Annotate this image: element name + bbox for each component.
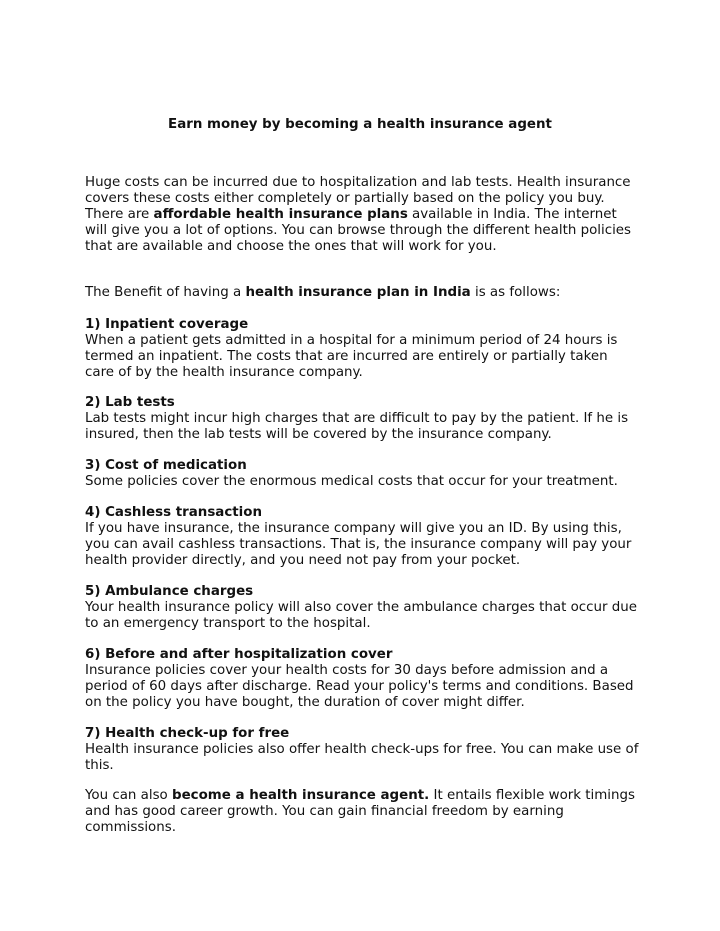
section-heading: 4) Cashless transaction — [85, 505, 262, 520]
section-body: Some policies cover the enormous medical costs that occur for your treatment. — [85, 473, 618, 489]
closing-text-1: You can also — [85, 788, 172, 803]
closing-text-2: It entails flexible work timings and has good career growth. You can gain financial freedom by earning commissions. — [85, 788, 635, 835]
section-heading: 6) Before and after hospitalization cover — [85, 647, 393, 662]
section-heading: 1) Inpatient coverage — [85, 317, 249, 332]
benefit-bold-text: health insurance plan in India — [245, 285, 471, 300]
section-body: When a patient gets admitted in a hospital for a minimum period of 24 hours is termed an inpatient. The costs that are incurred are entirely or partially taken care of by the health insurance company. — [85, 332, 618, 380]
section-heading: 3) Cost of medication — [85, 458, 247, 473]
intro-paragraph — [85, 175, 640, 255]
section-cashless-transaction — [85, 505, 640, 569]
section-heading: 7) Health check-up for free — [85, 726, 290, 741]
intro-text-1: Huge costs can be incurred due to hospitalization and lab tests. Health insurance covers these costs either completely or partially based on the policy you buy. There are — [85, 175, 631, 222]
section-body: Health insurance policies also offer health check-ups for free. You can make use of this. — [85, 741, 639, 773]
section-body: Your health insurance policy will also cover the ambulance charges that occur due to an emergency transport to the hospital. — [85, 599, 637, 631]
benefit-text-1: The Benefit of having a — [85, 285, 246, 300]
section-hospitalization-cover — [85, 647, 640, 711]
section-body: Lab tests might incur high charges that are difficult to pay by the patient. If he is insured, then the lab tests will be covered by the insurance company. — [85, 410, 629, 442]
section-heading: 5) Ambulance charges — [85, 584, 254, 599]
section-ambulance-charges — [85, 584, 640, 632]
section-body: Insurance policies cover your health costs for 30 days before admission and a period of 60 days after discharge. Read your policy's terms and conditions. Based on the policy you have bought, the duration of cover might differ. — [85, 662, 634, 710]
section-lab-tests — [85, 395, 640, 443]
intro-text-2: available in India. The internet will give you a lot of options. You can browse through the different health policies that are available and choose the ones that will work for you. — [85, 206, 632, 254]
section-inpatient-coverage — [85, 317, 640, 381]
intro-bold-link-text: affordable health insurance plans — [153, 206, 408, 222]
document-title: Earn money by becoming a health insurance agent — [168, 117, 552, 132]
section-cost-of-medication — [85, 458, 640, 490]
closing-bold-text: become a health insurance agent. — [172, 788, 430, 803]
section-body: If you have insurance, the insurance company will give you an ID. By using this, you can avail cashless transactions. That is, the insurance company will pay your health provider directly, and you need not pay from your pocket. — [85, 520, 632, 568]
section-heading: 2) Lab tests — [85, 395, 175, 410]
closing-paragraph — [85, 788, 640, 836]
benefit-text-2: is as follows: — [470, 285, 561, 300]
benefit-line — [85, 285, 640, 301]
section-health-check-up — [85, 726, 640, 774]
